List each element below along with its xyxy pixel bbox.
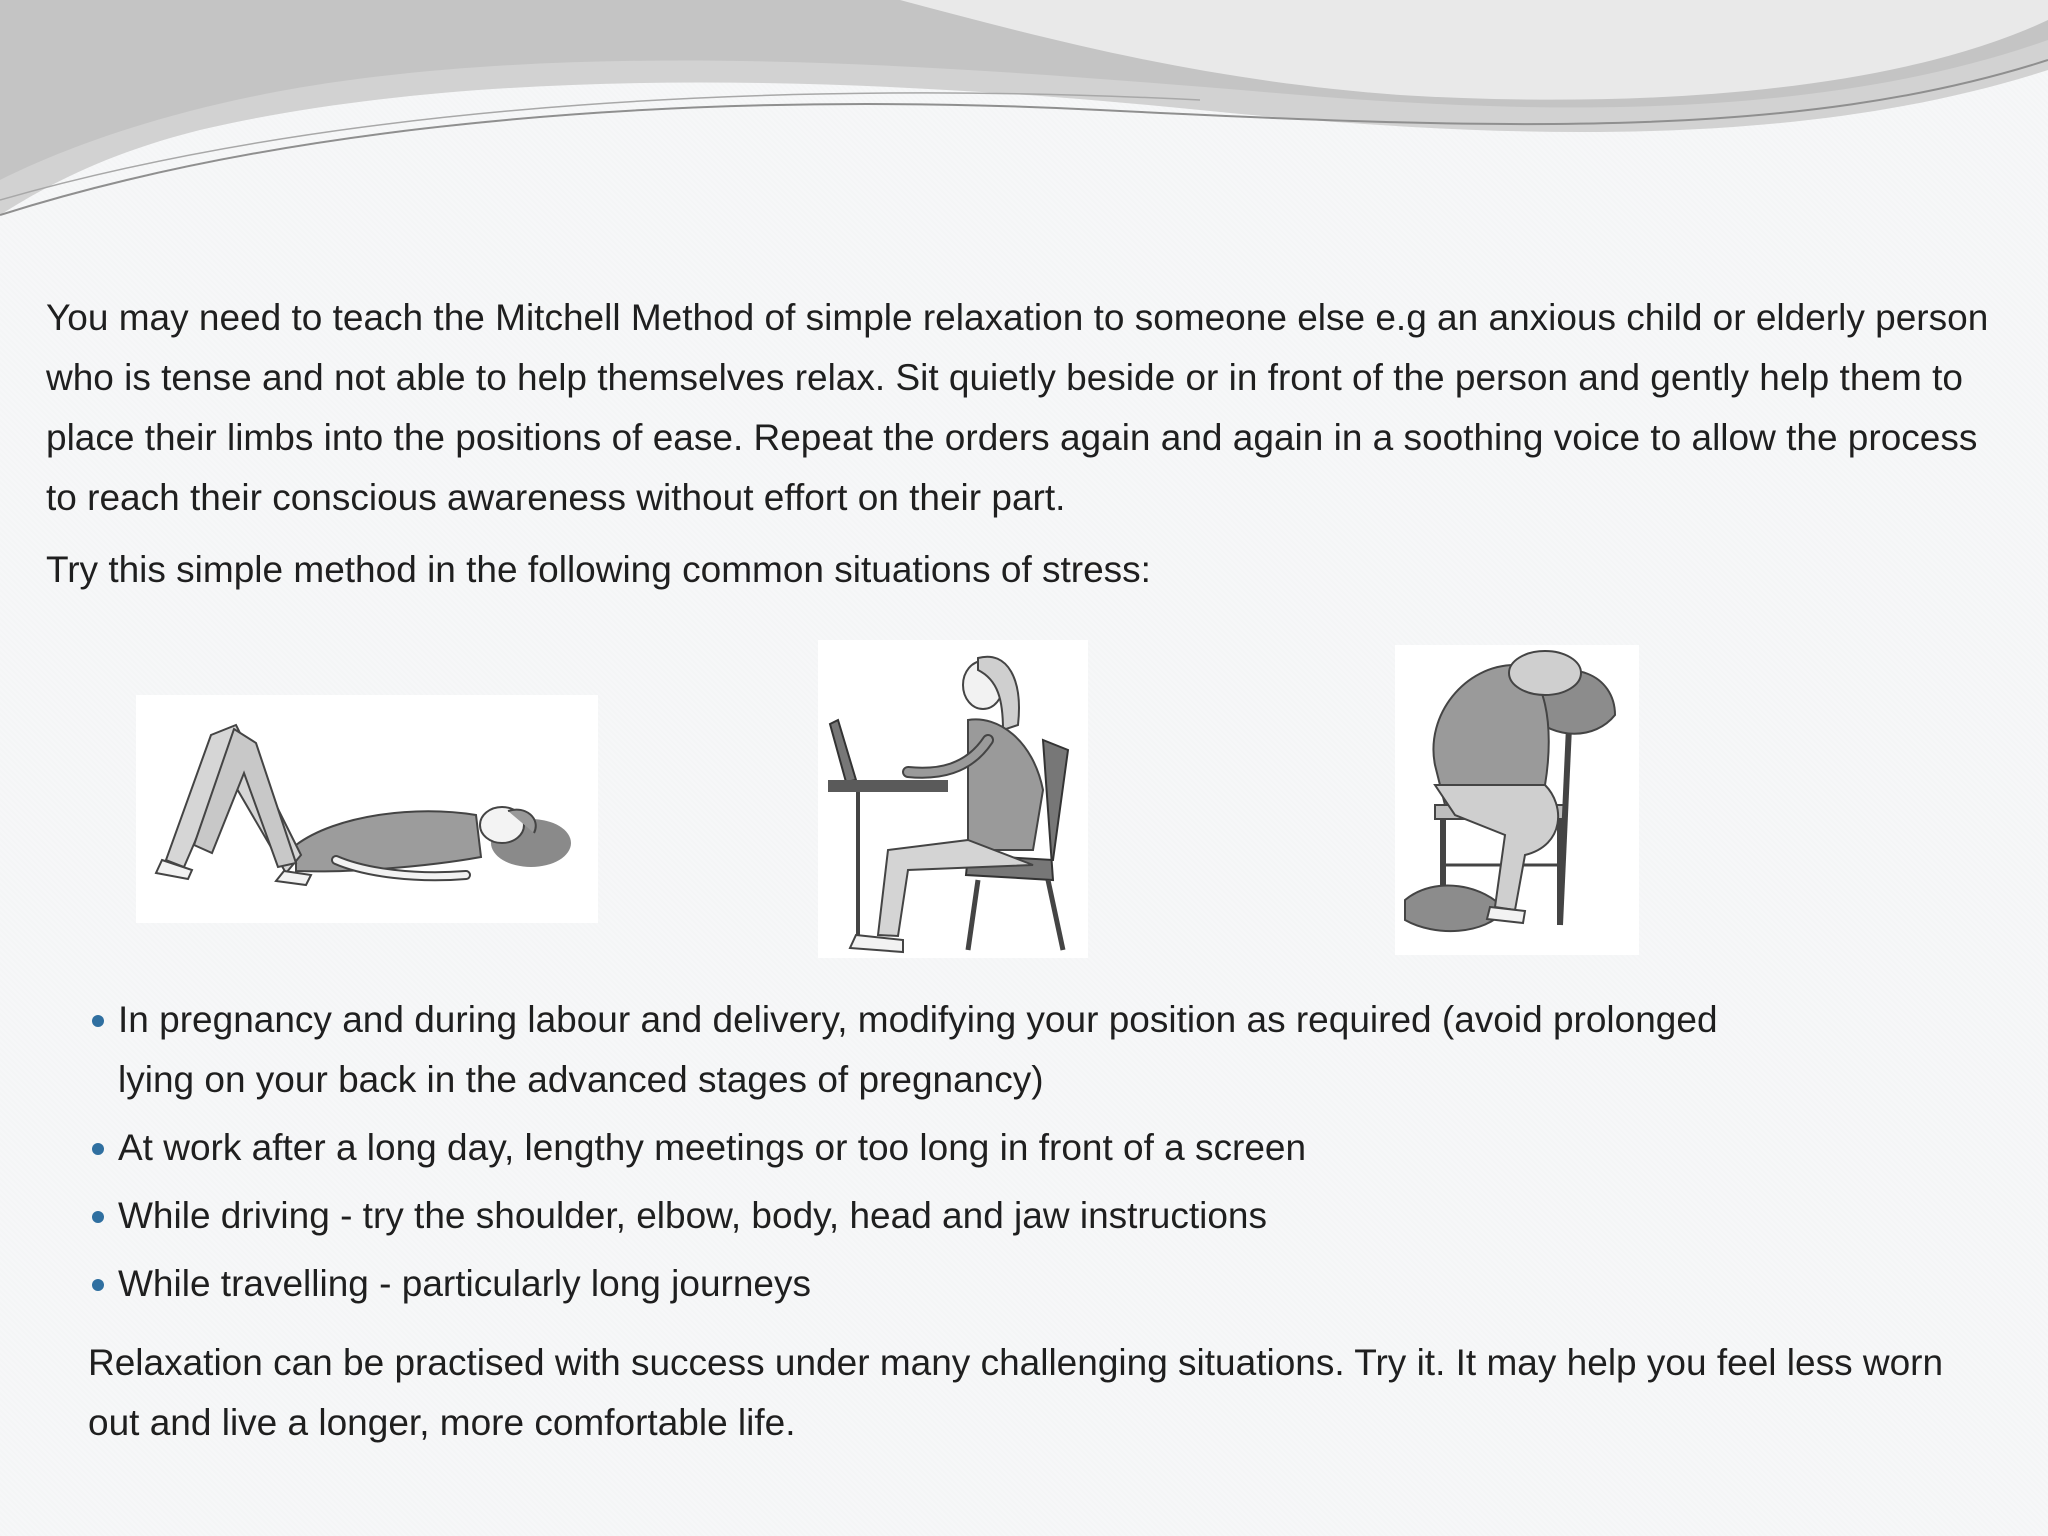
bullet-dot-icon (92, 1279, 104, 1291)
list-item-text: While travelling - particularly long journeys (118, 1263, 812, 1304)
list-item-text: At work after a long day, lengthy meetings or too long in front of a screen (118, 1127, 1307, 1168)
person-leaning-on-chair-illustration (1395, 645, 1639, 955)
list-item (88, 1254, 1968, 1314)
list-item-text: While driving - try the shoulder, elbow, body, head and jaw instructions (118, 1195, 1267, 1236)
list-item (88, 990, 1778, 1110)
bullet-dot-icon (92, 1015, 104, 1027)
list-item (88, 1118, 1968, 1178)
list-item-text: In pregnancy and during labour and delivery, modifying your position as required (avoid prolonged lying on your back in the advanced stages of pregnancy) (118, 999, 1718, 1100)
person-seated-at-desk-illustration (818, 640, 1088, 958)
bullet-dot-icon (92, 1211, 104, 1223)
person-lying-down-illustration (136, 695, 598, 923)
intro-paragraph: You may need to teach the Mitchell Method of simple relaxation to someone else e.g an anxious child or elderly person who is tense and not able to help themselves relax. Sit quietly beside or in front of the person and gently help them to place their limbs into the positions of ease. Repeat the orders again and again in a soothing voice to allow the process to reach their conscious awareness without effort on their part. (46, 297, 1989, 518)
situations-list (88, 990, 1968, 1322)
header-wave-decoration (0, 0, 2048, 240)
list-item (88, 1186, 1968, 1246)
bullet-dot-icon (92, 1143, 104, 1155)
lead-paragraph: Try this simple method in the following common situations of stress: (46, 549, 1151, 590)
closing-paragraph: Relaxation can be practised with success under many challenging situations. Try it. It may help you feel less worn out and live a longer, more comfortable life. (88, 1342, 1944, 1443)
